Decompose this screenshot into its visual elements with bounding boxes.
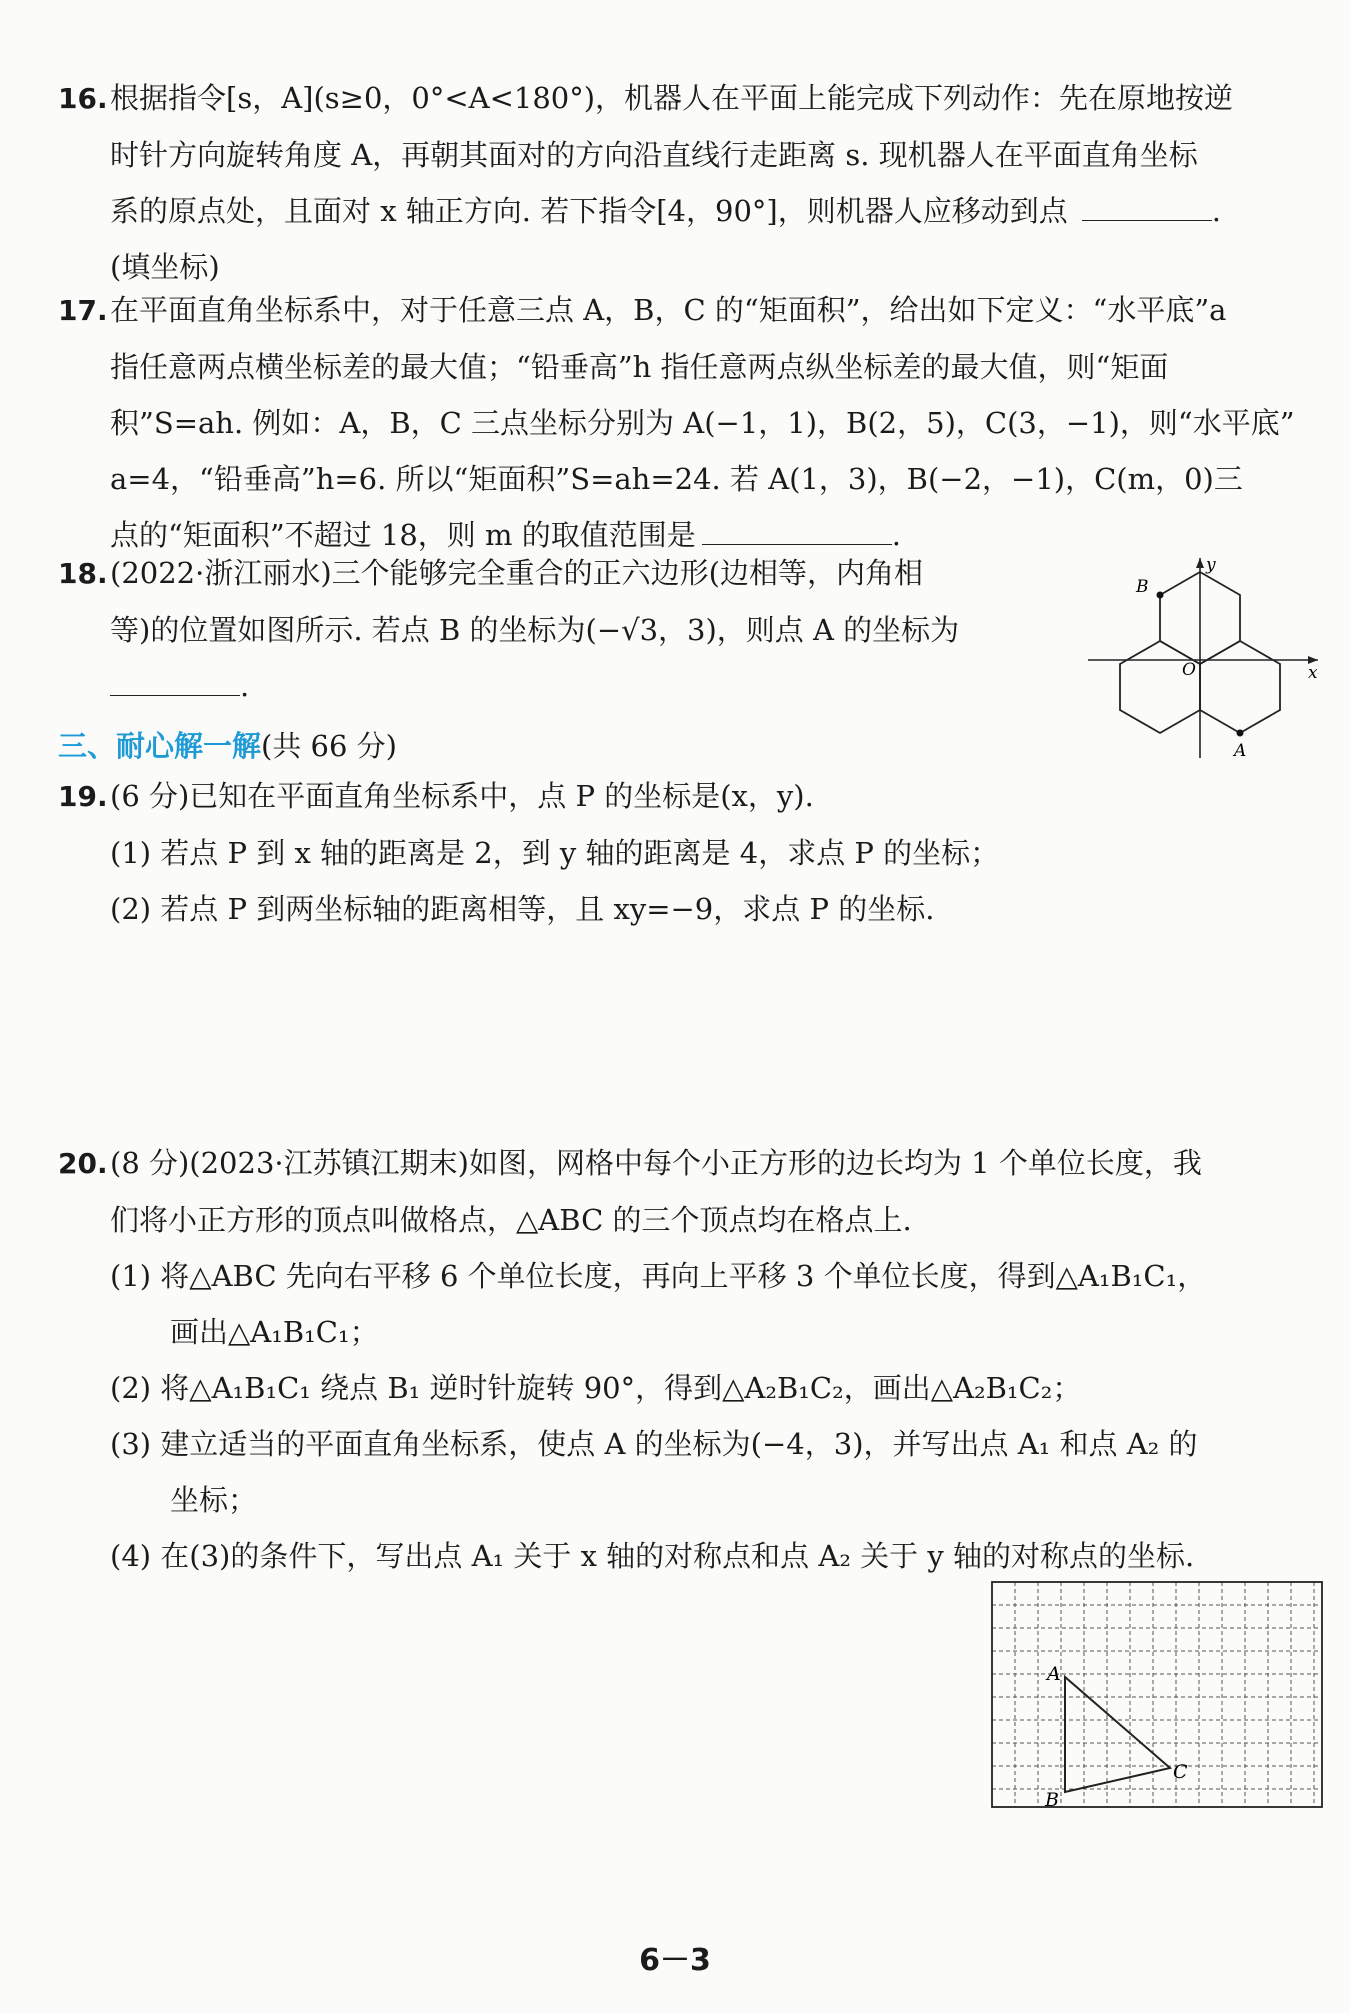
problem-number: 16. [58,82,108,115]
problem-text: (填坐标) [110,250,220,284]
problem-text: 系的原点处，且面对 x 轴正方向. 若下指令[4，90°]，则机器人应移动到点 [110,194,1068,228]
point-a [1237,730,1244,737]
answer-blank[interactable] [1082,192,1212,221]
answer-blank[interactable] [110,667,240,696]
grid-lines [992,1582,1322,1807]
vertex-a-label: A [1047,1663,1061,1685]
problem-text: a=4，“铅垂高”h=6. 所以“矩面积”S=ah=24. 若 A(1，3)，B(−2，−1)，C(m，0)三 [110,462,1243,496]
hexagon-bottom-left [1120,641,1200,733]
problem-18 [58,545,1058,714]
sub-question: (4) 在(3)的条件下，写出点 A₁ 关于 x 轴的对称点和点 A₂ 关于 y 轴的对称点的坐标. [110,1539,1195,1573]
section-title: 三、耐心解一解 [58,729,262,763]
sub-question: (2) 将△A₁B₁C₁ 绕点 B₁ 逆时针旋转 90°，得到△A₂B₁C₂，画出△A₂B₁C₂； [110,1371,1082,1405]
sub-question: 坐标； [170,1483,258,1517]
vertex-c-label: C [1173,1761,1188,1783]
point-a-label: A [1234,741,1247,761]
grid-border [992,1582,1322,1807]
problem-number: 20. [58,1147,108,1180]
sub-question: (1) 将△ABC 先向右平移 6 个单位长度，再向上平移 3 个单位长度，得到△A₁B₁C₁， [110,1259,1207,1293]
sub-question: (3) 建立适当的平面直角坐标系，使点 A 的坐标为(−4，3)，并写出点 A₁ 和点 A₂ 的 [110,1427,1198,1461]
problem-text: 点的“矩面积”不超过 18，则 m 的取值范围是 [110,518,696,552]
hexagon-bottom-right [1200,641,1280,733]
x-axis-label: x [1308,663,1318,683]
problem-text: 们将小正方形的顶点叫做格点，△ABC 的三个顶点均在格点上. [110,1203,912,1237]
triangle-abc [1065,1677,1170,1792]
problem-text: (2022·浙江丽水)三个能够完全重合的正六边形(边相等，内角相 [110,556,923,590]
section-note: (共 66 分) [261,729,397,763]
origin-label: O [1182,660,1196,680]
y-axis-arrow [1196,558,1204,568]
vertex-b-label: B [1045,1789,1059,1810]
point-b [1157,592,1164,599]
section-header [58,718,397,774]
problem-text: 积”S=ah. 例如：A，B，C 三点坐标分别为 A(−1，1)，B(2，5)，C(3，−1)，则“水平底” [110,406,1295,440]
period: . [1211,194,1221,228]
y-axis-label: y [1206,555,1216,575]
problem-text: 根据指令[s，A](s≥0，0°<A<180°)，机器人在平面上能完成下列动作：先在原地按逆 [110,81,1234,115]
problem-16 [58,70,1320,295]
problem-number: 19. [58,780,108,813]
period: . [891,518,901,552]
problem-20 [58,1135,1320,1584]
sub-question: 画出△A₁B₁C₁； [170,1315,379,1349]
problem-text: 在平面直角坐标系中，对于任意三点 A，B，C 的“矩面积”，给出如下定义：“水平底”a [110,293,1227,327]
point-b-label: B [1136,577,1149,597]
problem-text: 时针方向旋转角度 A，再朝其面对的方向沿直线行走距离 s. 现机器人在平面直角坐标 [110,138,1198,172]
problem-number: 17. [58,294,108,327]
sub-question: (1) 若点 P 到 x 轴的距离是 2，到 y 轴的距离是 4，求点 P 的坐标； [110,836,1000,870]
sub-question: (2) 若点 P 到两坐标轴的距离相等，且 xy=−9，求点 P 的坐标. [110,892,935,926]
problem-number: 18. [58,557,108,590]
problem-text: 等)的位置如图所示. 若点 B 的坐标为(−√3，3)，则点 A 的坐标为 [110,613,960,647]
problem-text: 指任意两点横坐标差的最大值；“铅垂高”h 指任意两点纵坐标差的最大值，则“矩面 [110,350,1169,384]
problem-text: (8 分)(2023·江苏镇江期末)如图，网格中每个小正方形的边长均为 1 个单位长度，我 [110,1146,1202,1180]
period: . [240,669,250,703]
problem-text: (6 分)已知在平面直角坐标系中，点 P 的坐标是(x，y). [110,779,814,813]
page-number: 6－3 [639,1943,711,1978]
problem-17 [58,282,1320,563]
hexagon-figure [1078,548,1328,766]
problem-19 [58,768,1320,937]
grid-figure [990,1580,1325,1810]
answer-blank[interactable] [702,516,892,545]
